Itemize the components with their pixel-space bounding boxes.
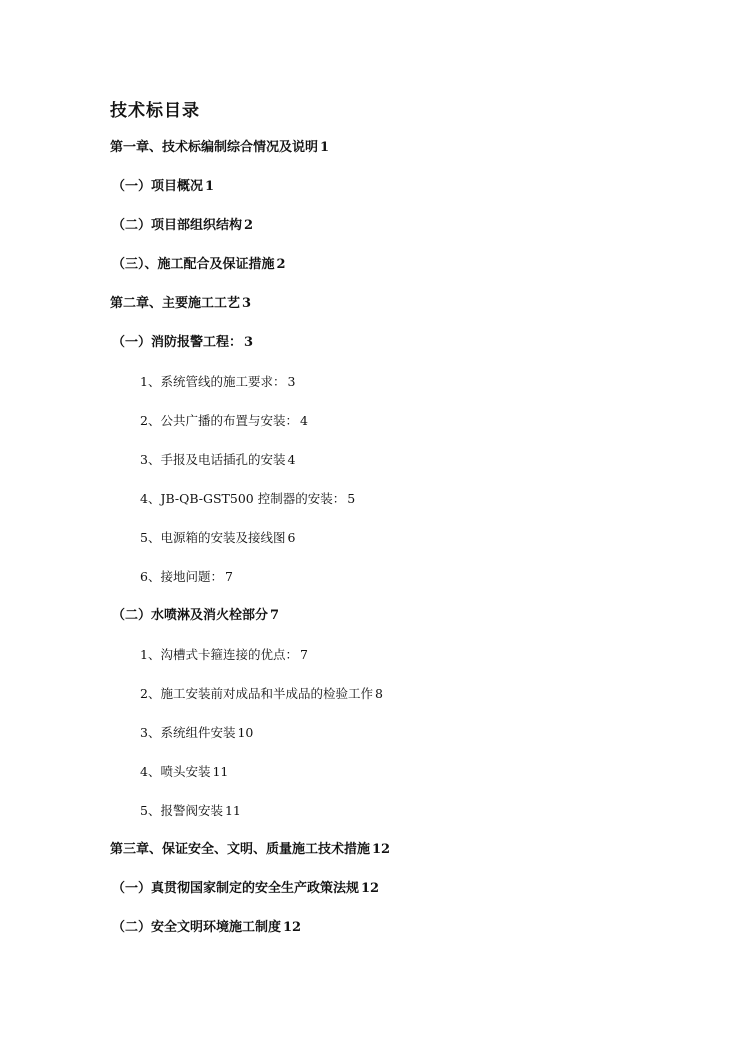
toc-page-number: 3: [242, 296, 252, 311]
toc-entry: [112, 879, 379, 899]
toc-entry-text: 2、施工安装前对成品和半成品的检验工作: [140, 686, 373, 701]
toc-entry-text: 5、报警阀安装: [140, 803, 223, 818]
toc-page-number: 1: [205, 179, 215, 194]
toc-page-number: 1: [320, 140, 330, 155]
toc-page-number: 3: [287, 374, 296, 389]
toc-entry-text: 1、沟槽式卡箍连接的优点：: [140, 647, 298, 662]
toc-page-number: 11: [212, 764, 229, 779]
toc-page-number: 11: [224, 803, 241, 818]
toc-page-number: 7: [270, 608, 280, 623]
toc-page-number: 8: [374, 686, 383, 701]
toc-page-number: 12: [361, 881, 380, 896]
toc-entry-text: （二）项目部组织结构: [112, 218, 243, 233]
toc-page-number: 2: [244, 218, 254, 233]
toc-entry: [140, 528, 295, 548]
toc-entry-text: 2、公共广播的布置与安装：: [140, 413, 298, 428]
toc-entry: [140, 372, 295, 392]
toc-entry-text: 4、喷头安装: [140, 764, 211, 779]
toc-entry: [140, 489, 355, 509]
toc-entry: [140, 762, 228, 782]
toc-entry: [112, 255, 286, 275]
toc-entry-text: （二）安全文明环境施工制度: [112, 920, 282, 935]
toc-page-number: 5: [347, 491, 356, 506]
toc-entry-text: 4、JB-QB-GST500 控制器的安装：: [140, 491, 346, 506]
toc-page-number: 4: [299, 413, 308, 428]
toc-entry-text: 3、系统组件安装: [140, 725, 236, 740]
toc-page-number: 7: [299, 647, 308, 662]
toc-entry-text: 6、接地问题：: [140, 569, 223, 584]
toc-entry-text: 5、电源箱的安装及接线图: [140, 530, 286, 545]
toc-entry-text: 1、系统管线的施工要求：: [140, 374, 286, 389]
toc-page-number: 12: [283, 920, 302, 935]
toc-entry: [112, 918, 301, 938]
toc-page-number: 3: [244, 335, 254, 350]
toc-entry-text: （一）项目概况: [112, 179, 204, 194]
toc-page-number: 4: [287, 452, 296, 467]
toc-entry: [140, 567, 233, 587]
toc-entry-text: （二）水喷淋及消火栓部分: [112, 608, 269, 623]
toc-entry-text: 第一章、技术标编制综合情况及说明: [110, 140, 319, 155]
toc-entry-text: （一）真贯彻国家制定的安全生产政策法规: [112, 881, 360, 896]
toc-entry-text: （一）消防报警工程：: [112, 335, 243, 350]
toc-entry: [110, 840, 390, 860]
toc-entry-text: 第二章、主要施工工艺: [110, 296, 241, 311]
toc-entry: [110, 138, 329, 158]
toc-page-number: 7: [224, 569, 233, 584]
toc-entry: [112, 177, 214, 197]
toc-entry: [140, 684, 383, 704]
toc-entry: [140, 645, 308, 665]
toc-entry: [140, 411, 308, 431]
toc-entry: [140, 450, 295, 470]
toc-page-number: 10: [237, 725, 254, 740]
toc-page-number: 12: [372, 842, 391, 857]
toc-entry: [140, 801, 241, 821]
toc-entry: [112, 606, 279, 626]
toc-entry: [140, 723, 253, 743]
toc-page-number: 2: [276, 257, 286, 272]
toc-entry: [110, 294, 251, 314]
document-title: 技术标目录: [110, 101, 200, 121]
toc-page-number: 6: [287, 530, 296, 545]
toc-entry: [112, 216, 253, 236]
toc-entry-text: 第三章、保证安全、文明、质量施工技术措施: [110, 842, 371, 857]
toc-entry: [112, 333, 253, 353]
toc-entry-text: （三）、施工配合及保证措施: [112, 257, 275, 272]
toc-entry-text: 3、手报及电话插孔的安装: [140, 452, 286, 467]
